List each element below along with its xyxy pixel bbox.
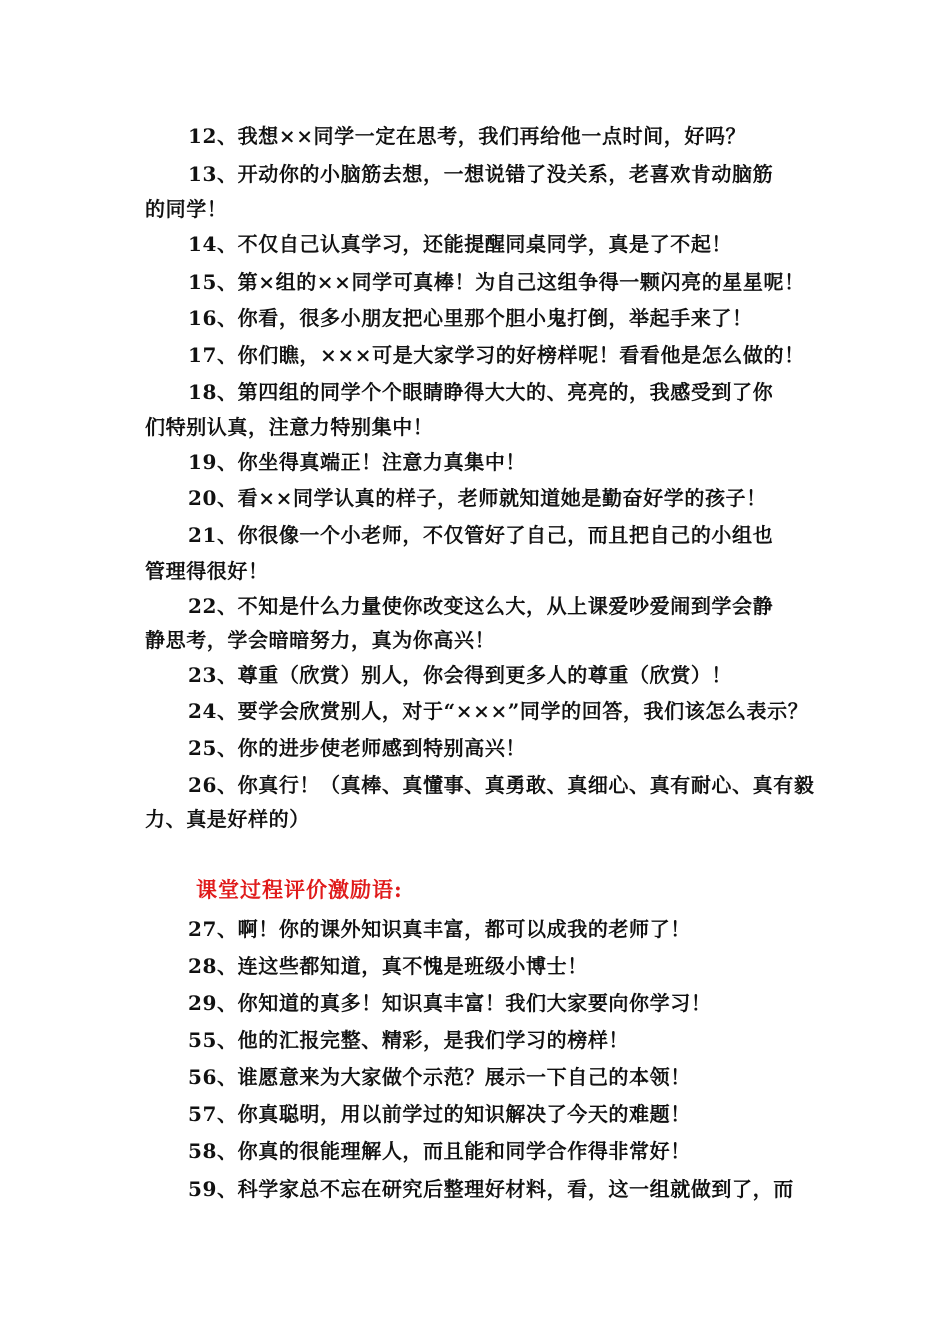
text-line: 23、尊重（欣赏）别人，你会得到更多人的尊重（欣赏）！ [188, 663, 733, 687]
text-line: 17、你们瞧，×××可是大家学习的好榜样呢！看看他是怎么做的！ [188, 343, 805, 367]
text-line: 22、不知是什么力量使你改变这么大，从上课爱吵爱闹到学会静 [188, 594, 774, 618]
text-line: 59、科学家总不忘在研究后整理好材料，看，这一组就做到了，而 [188, 1177, 794, 1201]
text-line: 15、第×组的××同学可真棒！为自己这组争得一颗闪亮的星星呢！ [188, 270, 805, 294]
text-line: 25、你的进步使老师感到特别高兴！ [188, 736, 527, 760]
text-line: 24、要学会欣赏别人，对于“×××”同学的回答，我们该怎么表示？ [188, 699, 809, 723]
text-line: 21、你很像一个小老师，不仅管好了自己，而且把自己的小组也 [188, 523, 774, 547]
text-line: 们特别认真，注意力特别集中！ [145, 415, 434, 439]
text-line: 16、你看，很多小朋友把心里那个胆小鬼打倒，举起手来了！ [188, 306, 753, 330]
text-line: 58、你真的很能理解人，而且能和同学合作得非常好！ [188, 1139, 691, 1163]
text-line: 14、不仅自己认真学习，还能提醒同桌同学，真是了不起！ [188, 232, 733, 256]
text-line: 29、你知道的真多！知识真丰富！我们大家要向你学习！ [188, 991, 712, 1015]
text-line: 静思考，学会暗暗努力，真为你高兴！ [145, 628, 496, 652]
text-line: 28、连这些都知道，真不愧是班级小博士！ [188, 954, 588, 978]
text-line: 19、你坐得真端正！注意力真集中！ [188, 450, 527, 474]
text-line: 的同学！ [145, 197, 228, 221]
text-line: 55、他的汇报完整、精彩，是我们学习的榜样！ [188, 1028, 630, 1052]
text-line: 56、谁愿意来为大家做个示范？展示一下自己的本领！ [188, 1065, 691, 1089]
text-line: 18、第四组的同学个个眼睛睁得大大的、亮亮的，我感受到了你 [188, 380, 774, 404]
text-line: 26、你真行！（真棒、真懂事、真勇敢、真细心、真有耐心、真有毅 [188, 773, 815, 797]
text-line: 12、我想××同学一定在思考，我们再给他一点时间，好吗？ [188, 124, 747, 148]
text-line: 27、啊！你的课外知识真丰富，都可以成我的老师了！ [188, 917, 691, 941]
text-line: 13、开动你的小脑筋去想，一想说错了没关系，老喜欢肯动脑筋 [188, 162, 774, 186]
text-line: 57、你真聪明，用以前学过的知识解决了今天的难题！ [188, 1102, 691, 1126]
text-line: 20、看××同学认真的样子，老师就知道她是勤奋好学的孩子！ [188, 486, 767, 510]
section-heading: 课堂过程评价激励语: [196, 877, 403, 902]
text-line: 力、真是好样的） [145, 807, 310, 831]
text-line: 管理得很好！ [145, 559, 269, 583]
